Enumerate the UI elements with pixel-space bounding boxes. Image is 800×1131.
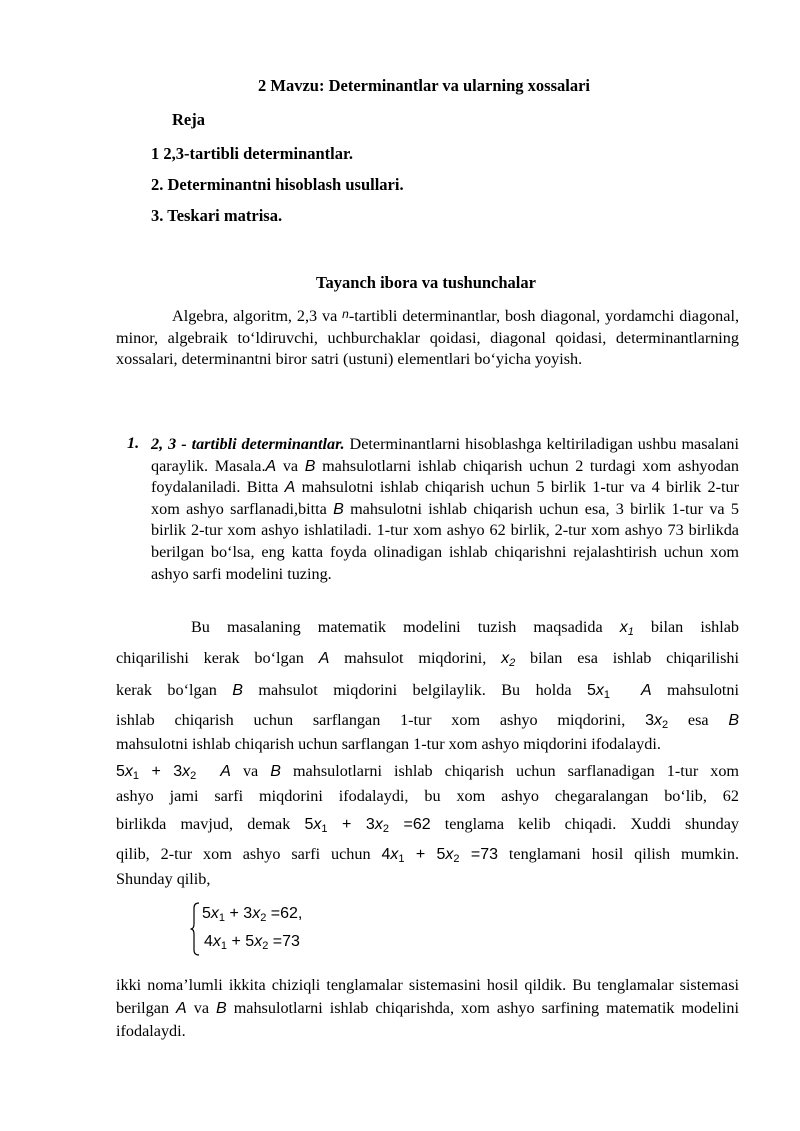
page-title: 2 Mavzu: Determinantlar va ularning xossalari [258,76,590,95]
plan-item-3: 3. Teskari matrisa. [151,206,283,225]
section-heading: 2, 3 - tartibli determinantlar. [151,435,345,453]
p2-line-1: Bu masalaning matematik modelini tuzish maqsadida $x_1$ bilan ishlab [191,618,739,638]
system-equation-1: $5x_1 + 3x_2 =62$, [202,905,303,924]
section-text-4: mahsulotni ishlab chiqarish uchun 5 birlik 1-tur va 4 birlik 2-tur xom ashyo sarflanadi,bitta [151,478,739,518]
conclusion-paragraph: ikki nomaʼlumli ikkita chiziqli tenglamalar sistemasini hosil qildik. Bu tenglamalar sistemasi berilgan A va B mahsulotlarni ishlab chiqarishda, xom ashyo sarfining matematik modelini ifodalaydi. [116,976,739,1040]
var-B: B [270,763,281,780]
p2-line-3: kerak boʻlgan B mahsulot miqdorini belgilaylik. Bu holda $5x_1$ A mahsulotni [116,681,739,701]
section-text-1: Determinantlarni hisoblashga keltiriladigan ushbu masalani qaraylik. Masala. [151,435,740,475]
section-text-2: va [276,456,305,475]
var-A: A [284,479,296,497]
keywords-text-a: Algebra, algoritm, 2,3 va [172,307,343,325]
var-B: B [728,712,739,729]
p2-line-6: $5x_1 + 3x_2$ A va B mahsulotlarni ishlab chiqarish uchun sarflanadigan 1-tur xom [116,762,740,782]
keywords-paragraph [116,304,739,371]
plan-item-1: 1 2,3-tartibli determinantlar. [151,144,353,163]
section-number: 1. [127,434,140,452]
equation-2-inline: $4x_1 + 5x_2 =73$ [381,846,498,865]
section1-paragraph [151,434,739,585]
system-brace-icon [190,902,200,956]
var-n: n [342,307,349,321]
var-A: A [265,457,277,475]
term-5x1: $5x_1$ [587,682,611,701]
section-text-3: mahsulotlarni ishlab chiqarish uchun 2 turdagi xom ashyodan foydalaniladi. Bitta [151,456,739,497]
p2-line-9: qilib, 2-tur xom ashyo sarfi uchun $4x_1 + 5x_2 =73$ tenglamani hosil qilish mumkin. [116,845,739,865]
var-A: A [318,650,330,667]
system-equation-2: $4x_1 + 5x_2 =73$ [204,933,300,952]
var-x2: $x_2$ [501,650,516,669]
p2-line-5: mahsulotni ishlab chiqarish uchun sarflangan 1-tur xom ashyo miqdorini ifodalaydi. [116,735,661,753]
var-A: A [640,682,652,699]
p2-line-4: ishlab chiqarish uchun sarflangan 1-tur xom ashyo miqdorini, $3x_2$ esa B [116,711,739,731]
var-B: B [333,500,344,518]
expr-5x1-plus-3x2: $5x_1 + 3x_2$ [116,763,197,782]
p2-line-10: Shunday qilib, [116,870,211,888]
keywords-text-b: -tartibli determinantlar, bosh diagonal, yordamchi diagonal, minor, algebraik toʻldiruvchi, uchburchaklar qoidasi, diagonal qoidasi, determinantlarning xossalari, determinantni biror satri (ustuni) elementlari boʻyicha yoyish. [116,307,739,368]
equation-1-inline: $5x_1 + 3x_2 =62$ [304,816,431,835]
var-A: A [220,763,231,780]
term-3x2: $3x_2$ [645,712,669,731]
p2-line-2: chiqarilishi kerak boʻlgan A mahsulot miqdorini, $x_2$ bilan esa ishlab chiqarilishi [116,649,740,669]
var-B: B [216,1000,227,1017]
p2-line-7: ashyo jami sarfi miqdorini ifodalaydi, bu xom ashyo chegaralangan boʻlib, 62 [116,787,739,805]
plan-heading: Reja [172,110,205,129]
var-A: A [176,1000,187,1017]
plan-item-2: 2. Determinantni hisoblash usullari. [151,175,404,194]
var-x1: $x_1$ [619,619,634,638]
var-B: B [304,457,316,475]
var-B: B [232,682,243,699]
section-text-5: mahsulotni ishlab chiqarish uchun esa, 3 birlik 1-tur va 5 birlik 2-tur xom ashyo ishlatiladi. 1-tur xom ashyo 62 birlik, 2-tur xom ashyo 73 birlikda berilgan boʻlsa, eng katta foyda olinadigan ishlab chiqarishni rejalashtirish uchun xom ashyo sarfi modelini tuzing. [151,499,739,583]
keywords-heading: Tayanch ibora va tushunchalar [316,273,536,292]
p2-line-8: birlikda mavjud, demak $5x_1 + 3x_2 =62$ tenglama kelib chiqadi. Xuddi shunday [116,815,740,835]
